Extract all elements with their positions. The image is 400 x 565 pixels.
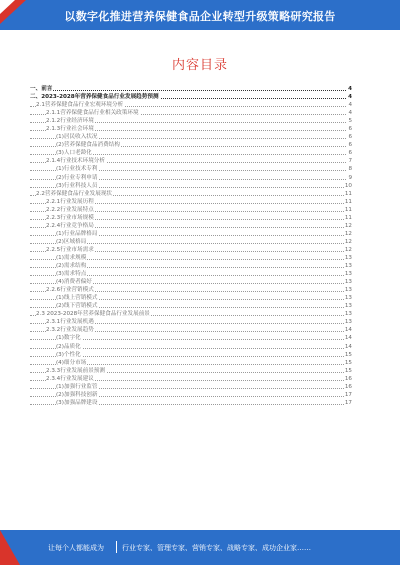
toc-entry[interactable] (30, 343, 352, 351)
toc-entry-title: (2)品质化 (56, 343, 81, 350)
toc-entry-title: (2)加强科技创新 (56, 391, 98, 398)
toc-entry-page: 15 (344, 359, 352, 366)
toc-entry-page: 11 (344, 206, 352, 213)
toc-entry-page: 11 (344, 198, 352, 205)
toc-entry[interactable] (30, 133, 352, 141)
toc-entry-title: (4)细分市场 (56, 359, 87, 366)
toc-entry-title: 一、前言 (30, 86, 53, 92)
toc-entry[interactable] (30, 375, 352, 383)
toc-entry[interactable] (30, 190, 352, 198)
toc-entry-title: 2.1.2行业经济环境 (46, 118, 94, 125)
toc-entry-title: (3)需求特点 (56, 271, 87, 278)
toc-entry-page: 17 (344, 399, 352, 406)
toc-entry[interactable] (30, 222, 352, 230)
toc-entry[interactable] (30, 230, 352, 238)
toc-entry-title: 2.3.3行业发展前景预测 (46, 367, 105, 374)
toc-entry-title: (2)区域格局 (56, 238, 87, 245)
toc-entry[interactable] (30, 302, 352, 310)
toc-entry-title: 二、2023-2028年营养保健食品行业发展趋势预测 (30, 94, 159, 101)
toc-entry[interactable] (30, 359, 352, 367)
toc-entry-title: (3)加强品牌建设 (56, 399, 98, 406)
toc-entry[interactable] (30, 334, 352, 342)
toc-entry[interactable] (30, 214, 352, 222)
toc-entry[interactable] (30, 149, 352, 157)
toc-entry[interactable] (30, 351, 352, 359)
toc-entry[interactable] (30, 310, 352, 318)
toc-entry-title: 2.1.4行业技术环境分析 (46, 158, 105, 165)
toc-entry-page: 4 (348, 110, 352, 117)
footer-divider (116, 541, 117, 553)
toc-entry[interactable] (30, 198, 352, 206)
toc-entry-title: (1)居民收入状况 (56, 134, 98, 141)
table-of-contents (30, 85, 352, 407)
toc-entry-title: 2.1营养保健食品行业宏观环境分析 (36, 102, 124, 109)
toc-entry[interactable] (30, 383, 352, 391)
toc-entry[interactable] (30, 85, 352, 93)
toc-leader-dots (30, 90, 346, 91)
toc-entry[interactable] (30, 117, 352, 125)
toc-entry[interactable] (30, 246, 352, 254)
toc-heading: 内容目录 (171, 58, 228, 73)
report-title: 以数字化推进营养保健食品企业转型升级策略研究报告 (64, 10, 336, 23)
toc-entry[interactable] (30, 157, 352, 165)
toc-entry[interactable] (30, 294, 352, 302)
toc-entry-title: (2)营养保健食品消费结构 (56, 142, 120, 149)
toc-entry-page: 13 (344, 303, 352, 310)
toc-entry-title: (3)行业科技人员 (56, 182, 98, 189)
footer-slogan-left: 让每个人都能成为 (48, 544, 104, 552)
toc-entry-page: 11 (344, 190, 352, 197)
toc-entry[interactable] (30, 93, 352, 101)
toc-entry-page: 12 (344, 246, 352, 253)
toc-entry[interactable] (30, 165, 352, 173)
toc-entry-title: 2.2.5行业市场需求 (46, 246, 94, 253)
toc-entry-title: 2.2营养保健食品行业发展现状 (36, 190, 113, 197)
toc-entry-title: 2.3.1行业发展机遇 (46, 319, 94, 326)
toc-entry[interactable] (30, 367, 352, 375)
toc-entry[interactable] (30, 182, 352, 190)
toc-entry-title: 2.3.2行业发展趋势 (46, 327, 94, 334)
toc-entry-page: 17 (344, 391, 352, 398)
toc-entry-page: 4 (348, 94, 352, 101)
toc-entry-page: 5 (348, 118, 352, 125)
toc-entry-title: (1)加强行业监管 (56, 383, 98, 390)
toc-entry-page: 12 (344, 230, 352, 237)
toc-entry-title: 2.2.1行业发展历程 (46, 198, 94, 205)
toc-entry-page: 14 (344, 335, 352, 342)
toc-entry-page: 12 (344, 222, 352, 229)
toc-entry-title: (1)需求规模 (56, 254, 87, 261)
toc-entry-page: 4 (348, 86, 352, 92)
toc-entry[interactable] (30, 254, 352, 262)
toc-entry-page: 9 (348, 174, 352, 181)
toc-entry-page: 16 (344, 375, 352, 382)
toc-entry[interactable] (30, 391, 352, 399)
toc-entry-title: (1)行业技术专利 (56, 166, 98, 173)
page-footer (0, 530, 400, 565)
toc-entry[interactable] (30, 174, 352, 182)
toc-entry-page: 13 (344, 263, 352, 270)
toc-entry-page: 4 (348, 102, 352, 109)
toc-entry-page: 6 (348, 142, 352, 149)
toc-entry[interactable] (30, 109, 352, 117)
toc-entry-title: 2.3.4行业发展建议 (46, 375, 94, 382)
toc-entry[interactable] (30, 270, 352, 278)
toc-entry-page: 12 (344, 238, 352, 245)
toc-entry-page: 13 (344, 319, 352, 326)
toc-entry-page: 6 (348, 126, 352, 133)
toc-entry-title: 2.2.3行业市场规模 (46, 214, 94, 221)
toc-entry-page: 15 (344, 367, 352, 374)
toc-entry-title: 2.1.1营养保健食品行业相关政策环境 (46, 110, 139, 117)
toc-entry-title: 2.1.3行业社会环境 (46, 126, 94, 133)
toc-entry-title: (2)需求结构 (56, 263, 87, 270)
toc-entry[interactable] (30, 141, 352, 149)
toc-entry-page: 14 (344, 343, 352, 350)
toc-entry-title: 2.3 2023-2028年营养保健食品行业发展前景 (36, 311, 150, 318)
toc-entry-page: 8 (348, 166, 352, 173)
toc-entry-page: 10 (344, 182, 352, 189)
toc-entry-page: 11 (344, 214, 352, 221)
toc-entry-page: 13 (344, 287, 352, 294)
toc-entry[interactable] (30, 318, 352, 326)
toc-entry-page: 13 (344, 311, 352, 318)
toc-entry[interactable] (30, 206, 352, 214)
toc-entry[interactable] (30, 326, 352, 334)
toc-entry[interactable] (30, 286, 352, 294)
toc-entry[interactable] (30, 262, 352, 270)
toc-entry-page: 7 (348, 158, 352, 165)
toc-entry-title: (1)线上营销模式 (56, 295, 98, 302)
toc-entry-page: 15 (344, 351, 352, 358)
toc-entry[interactable] (30, 125, 352, 133)
toc-entry[interactable] (30, 278, 352, 286)
footer-slogan-right: 行业专家、管理专家、营销专家、战略专家、成功企业家…… (122, 544, 311, 552)
footer-corner-red (0, 530, 20, 565)
toc-entry-page: 13 (344, 271, 352, 278)
toc-entry[interactable] (30, 101, 352, 109)
toc-entry[interactable] (30, 399, 352, 407)
toc-entry-page: 13 (344, 295, 352, 302)
toc-entry-page: 16 (344, 383, 352, 390)
toc-entry-title: (2)线下营销模式 (56, 303, 98, 310)
toc-entry-title: (1)行业品牌格局 (56, 230, 98, 237)
page-header (0, 0, 400, 30)
toc-entry-page: 6 (348, 134, 352, 141)
toc-entry-title: (3)人口老龄化 (56, 150, 92, 157)
toc-entry-title: (2)行业专利申请 (56, 174, 98, 181)
toc-entry-title: 2.2.6行业营销模式 (46, 287, 94, 294)
toc-entry-page: 6 (348, 150, 352, 157)
toc-entry-title: (3)个性化 (56, 351, 81, 358)
toc-entry-page: 13 (344, 279, 352, 286)
toc-entry[interactable] (30, 238, 352, 246)
toc-entry-title: 2.2.4行业竞争格局 (46, 222, 94, 229)
toc-entry-page: 13 (344, 254, 352, 261)
toc-entry-title: 2.2.2行业发展特点 (46, 206, 94, 213)
toc-entry-title: (1)数字化 (56, 335, 81, 342)
toc-entry-page: 14 (344, 327, 352, 334)
toc-entry-title: (4)消费者偏好 (56, 279, 92, 286)
